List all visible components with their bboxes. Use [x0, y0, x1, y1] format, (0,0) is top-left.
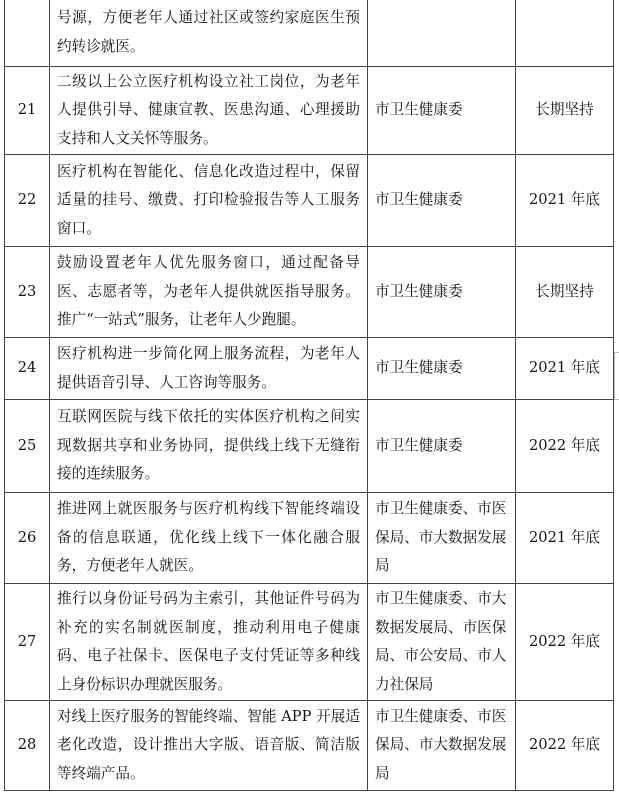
completion-time: 长期坚持 [516, 247, 614, 338]
row-number: 24 [5, 338, 50, 400]
responsible-dept: 市卫生健康委 [368, 155, 516, 247]
responsible-dept: 市卫生健康委 [368, 247, 516, 338]
responsible-dept: 市卫生健康委 [368, 67, 516, 155]
row-number: 23 [5, 247, 50, 338]
task-content: 二级以上公立医疗机构设立社工岗位，为老年人提供引导、健康宣教、医患沟通、心理援助支持和人文关怀等服务。 [50, 67, 368, 155]
responsible-dept: 市卫生健康委、市大数据发展局、市医保局、市公安局、市人力社保局 [368, 584, 516, 701]
task-content: 对线上医疗服务的智能终端、智能 APP 开展适老化改造，设计推出大字版、语音版、简洁版等终端产品。 [50, 701, 368, 791]
responsible-dept: 市卫生健康委 [368, 400, 516, 493]
row-number: 25 [5, 400, 50, 493]
completion-time: 长期坚持 [516, 67, 614, 155]
completion-time: 2022 年底 [516, 701, 614, 791]
responsible-dept: 市卫生健康委 [368, 338, 516, 400]
task-content: 推行以身份证号码为主索引，其他证件号码为补充的实名制就医制度，推动利用电子健康码、电子社保卡、医保电子支付凭证等多种线上身份标识办理就医服务。 [50, 584, 368, 701]
completion-time: 2021 年底 [516, 338, 614, 400]
completion-time [516, 0, 614, 67]
task-content: 鼓励设置老年人优先服务窗口，通过配备导医、志愿者等，为老年人提供就医指导服务。推广“一站式”服务，让老年人少跑腿。 [50, 247, 368, 338]
table-row [5, 493, 614, 584]
table-row [5, 67, 614, 155]
completion-time: 2022 年底 [516, 584, 614, 701]
row-number: 22 [5, 155, 50, 247]
table-row [5, 247, 614, 338]
responsible-dept: 市卫生健康委、市医保局、市大数据发展局 [368, 701, 516, 791]
table-row [5, 400, 614, 493]
row-number: 27 [5, 584, 50, 701]
table-row [5, 155, 614, 247]
row-number: 21 [5, 67, 50, 155]
row-number [5, 0, 50, 67]
completion-time: 2022 年底 [516, 400, 614, 493]
completion-time: 2021 年底 [516, 155, 614, 247]
table-row [5, 0, 614, 67]
table-row [5, 701, 614, 791]
task-content: 推进网上就医服务与医疗机构线下智能终端设备的信息联通，优化线上线下一体化融合服务，方便老年人就医。 [50, 493, 368, 584]
task-content: 互联网医院与线下依托的实体医疗机构之间实现数据共享和业务协同，提供线上线下无缝衔接的连续服务。 [50, 400, 368, 493]
task-content: 医疗机构在智能化、信息化改造过程中，保留适量的挂号、缴费、打印检验报告等人工服务窗口。 [50, 155, 368, 247]
task-content: 号源，方便老年人通过社区或签约家庭医生预约转诊就医。 [50, 0, 368, 67]
page-edge-marker [614, 352, 619, 400]
row-number: 26 [5, 493, 50, 584]
table-row [5, 584, 614, 701]
task-table [4, 0, 614, 791]
table-row [5, 338, 614, 400]
responsible-dept: 市卫生健康委、市医保局、市大数据发展局 [368, 493, 516, 584]
task-content: 医疗机构进一步简化网上服务流程，为老年人提供语音引导、人工咨询等服务。 [50, 338, 368, 400]
responsible-dept [368, 0, 516, 67]
completion-time: 2021 年底 [516, 493, 614, 584]
row-number: 28 [5, 701, 50, 791]
